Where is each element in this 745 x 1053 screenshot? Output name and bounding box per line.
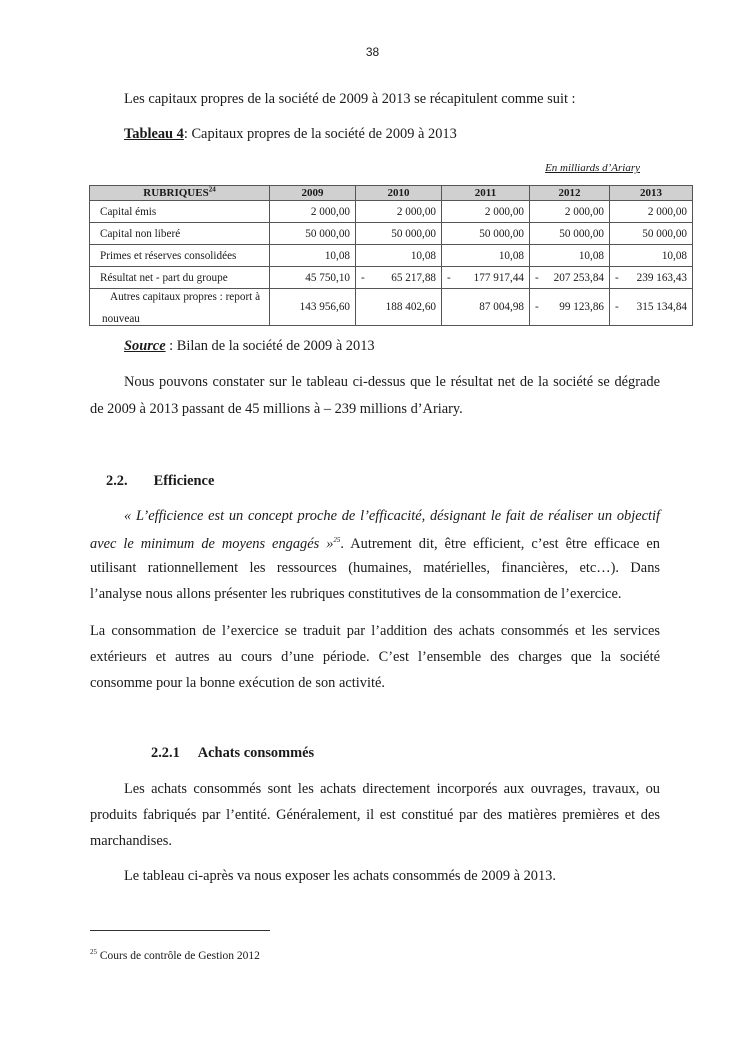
footnote xyxy=(90,950,260,962)
cell-value: - 315 134,84 xyxy=(610,289,693,326)
cell-value: 50 000,00 xyxy=(530,223,610,245)
cell-value: 2 000,00 xyxy=(530,201,610,223)
footnote-number: 25 xyxy=(90,948,97,957)
cell-value: - 99 123,86 xyxy=(530,289,610,326)
cell-value: - 239 163,43 xyxy=(610,267,693,289)
cell-value: 45 750,10 xyxy=(270,267,356,289)
row-label: Capital émis xyxy=(90,201,270,223)
cell-value: - 65 217,88 xyxy=(356,267,442,289)
table-header-row xyxy=(90,186,693,201)
cell-value: 50 000,00 xyxy=(270,223,356,245)
table-unit-note: En milliards d’Ariary xyxy=(545,162,640,174)
cell-value: 10,08 xyxy=(270,245,356,267)
row-label: Résultat net - part du groupe xyxy=(90,267,270,289)
paragraph-line: de 2009 à 2013 passant de 45 millions à – 239 millions d’Ariary. xyxy=(90,401,463,417)
footnote-ref-24: 24 xyxy=(208,184,216,193)
cell-value: 10,08 xyxy=(442,245,530,267)
paragraph-line: Les achats consommés sont les achats directement incorporés aux ouvrages, travaux, ou xyxy=(124,781,660,797)
minus-sign: - xyxy=(535,271,539,284)
cell-value: 2 000,00 xyxy=(610,201,693,223)
table-row xyxy=(90,289,693,326)
header-rubriques: RUBRIQUES$^{24}$ xyxy=(90,186,270,201)
quote-line: avec le minimum de moyens engagés »$^{25}$. Autrement dit, être efficient, c’est être efficace en xyxy=(90,536,660,552)
cell-value: 50 000,00 xyxy=(442,223,530,245)
section-heading-2-2-1 xyxy=(151,743,721,763)
page-number: 38 xyxy=(365,45,380,59)
footnote-divider xyxy=(90,930,270,931)
minus-sign: - xyxy=(361,271,365,284)
paragraph-line: consomme pour la bonne exécution de son activité. xyxy=(90,675,385,691)
cell-value: 143 956,60 xyxy=(270,289,356,326)
header-year: 2013 xyxy=(610,186,693,201)
table-row xyxy=(90,267,693,289)
cell-value: - 207 253,84 xyxy=(530,267,610,289)
section-heading-2-2 xyxy=(106,471,676,491)
intro-text: Les capitaux propres de la société de 2009 à 2013 se récapitulent comme suit : xyxy=(124,91,576,107)
cell-value: 50 000,00 xyxy=(610,223,693,245)
cell-value: 2 000,00 xyxy=(442,201,530,223)
cell-value: 87 004,98 xyxy=(442,289,530,326)
paragraph-line: Le tableau ci-après va nous exposer les achats consommés de 2009 à 2013. xyxy=(124,868,556,884)
cell-value: 10,08 xyxy=(610,245,693,267)
cell-value: 2 000,00 xyxy=(356,201,442,223)
header-year: 2011 xyxy=(442,186,530,201)
header-year: 2010 xyxy=(356,186,442,201)
paragraph-line: marchandises. xyxy=(90,833,172,849)
footnote-text: Cours de contrôle de Gestion 2012 xyxy=(97,950,260,962)
header-year: 2009 xyxy=(270,186,356,201)
paragraph-line: extérieurs et autres au cours d’une période. C’est l’ensemble des charges que la société xyxy=(90,649,660,665)
table-row xyxy=(90,223,693,245)
footnote-ref-25: 25 xyxy=(333,536,341,545)
paragraph-line: produits fabriqués par l’entité. Généralement, il est constitué par des matières premières et des xyxy=(90,807,660,823)
source-label: Source xyxy=(124,338,166,354)
minus-sign: - xyxy=(535,301,539,313)
cell-value: 50 000,00 xyxy=(356,223,442,245)
minus-sign: - xyxy=(447,271,451,284)
section-title: Efficience xyxy=(153,473,215,489)
row-label: Autres capitaux propres : report à nouveau xyxy=(90,289,270,326)
capitaux-propres-table xyxy=(89,185,693,326)
section-number: 2.2.1 xyxy=(151,745,180,761)
paragraph-line: utilisant rationnellement les ressources (humaines, matérielles, financières, etc…). Dans xyxy=(90,560,660,576)
table-source xyxy=(124,336,660,356)
minus-sign: - xyxy=(615,271,619,284)
quote-line: « L’efficience est un concept proche de l’efficacité, désignant le fait de réaliser un objectif xyxy=(124,508,660,524)
header-year: 2012 xyxy=(530,186,610,201)
section-number: 2.2. xyxy=(106,473,128,489)
cell-value: - 177 917,44 xyxy=(442,267,530,289)
source-text: : Bilan de la société de 2009 à 2013 xyxy=(165,338,375,354)
table-row xyxy=(90,201,693,223)
section-title: Achats consommés xyxy=(197,745,315,761)
cell-value: 2 000,00 xyxy=(270,201,356,223)
paragraph-line: l’analyse nous allons présenter les rubriques constitutives de la consommation de l’exercice. xyxy=(90,586,622,602)
cell-value: 188 402,60 xyxy=(356,289,442,326)
row-label: Primes et réserves consolidées xyxy=(90,245,270,267)
row-label: Capital non liberé xyxy=(90,223,270,245)
table-row xyxy=(90,245,693,267)
cell-value: 10,08 xyxy=(530,245,610,267)
table-caption-text: : Capitaux propres de la société de 2009 à 2013 xyxy=(183,126,457,142)
cell-value: 10,08 xyxy=(356,245,442,267)
paragraph-line: La consommation de l’exercice se traduit par l’addition des achats consommés et les services xyxy=(90,623,660,639)
table-caption-label: Tableau 4 xyxy=(124,126,184,142)
table-caption xyxy=(124,124,660,144)
minus-sign: - xyxy=(615,301,619,313)
paragraph-line: Nous pouvons constater sur le tableau ci-dessus que le résultat net de la société se dégrade xyxy=(124,374,660,390)
